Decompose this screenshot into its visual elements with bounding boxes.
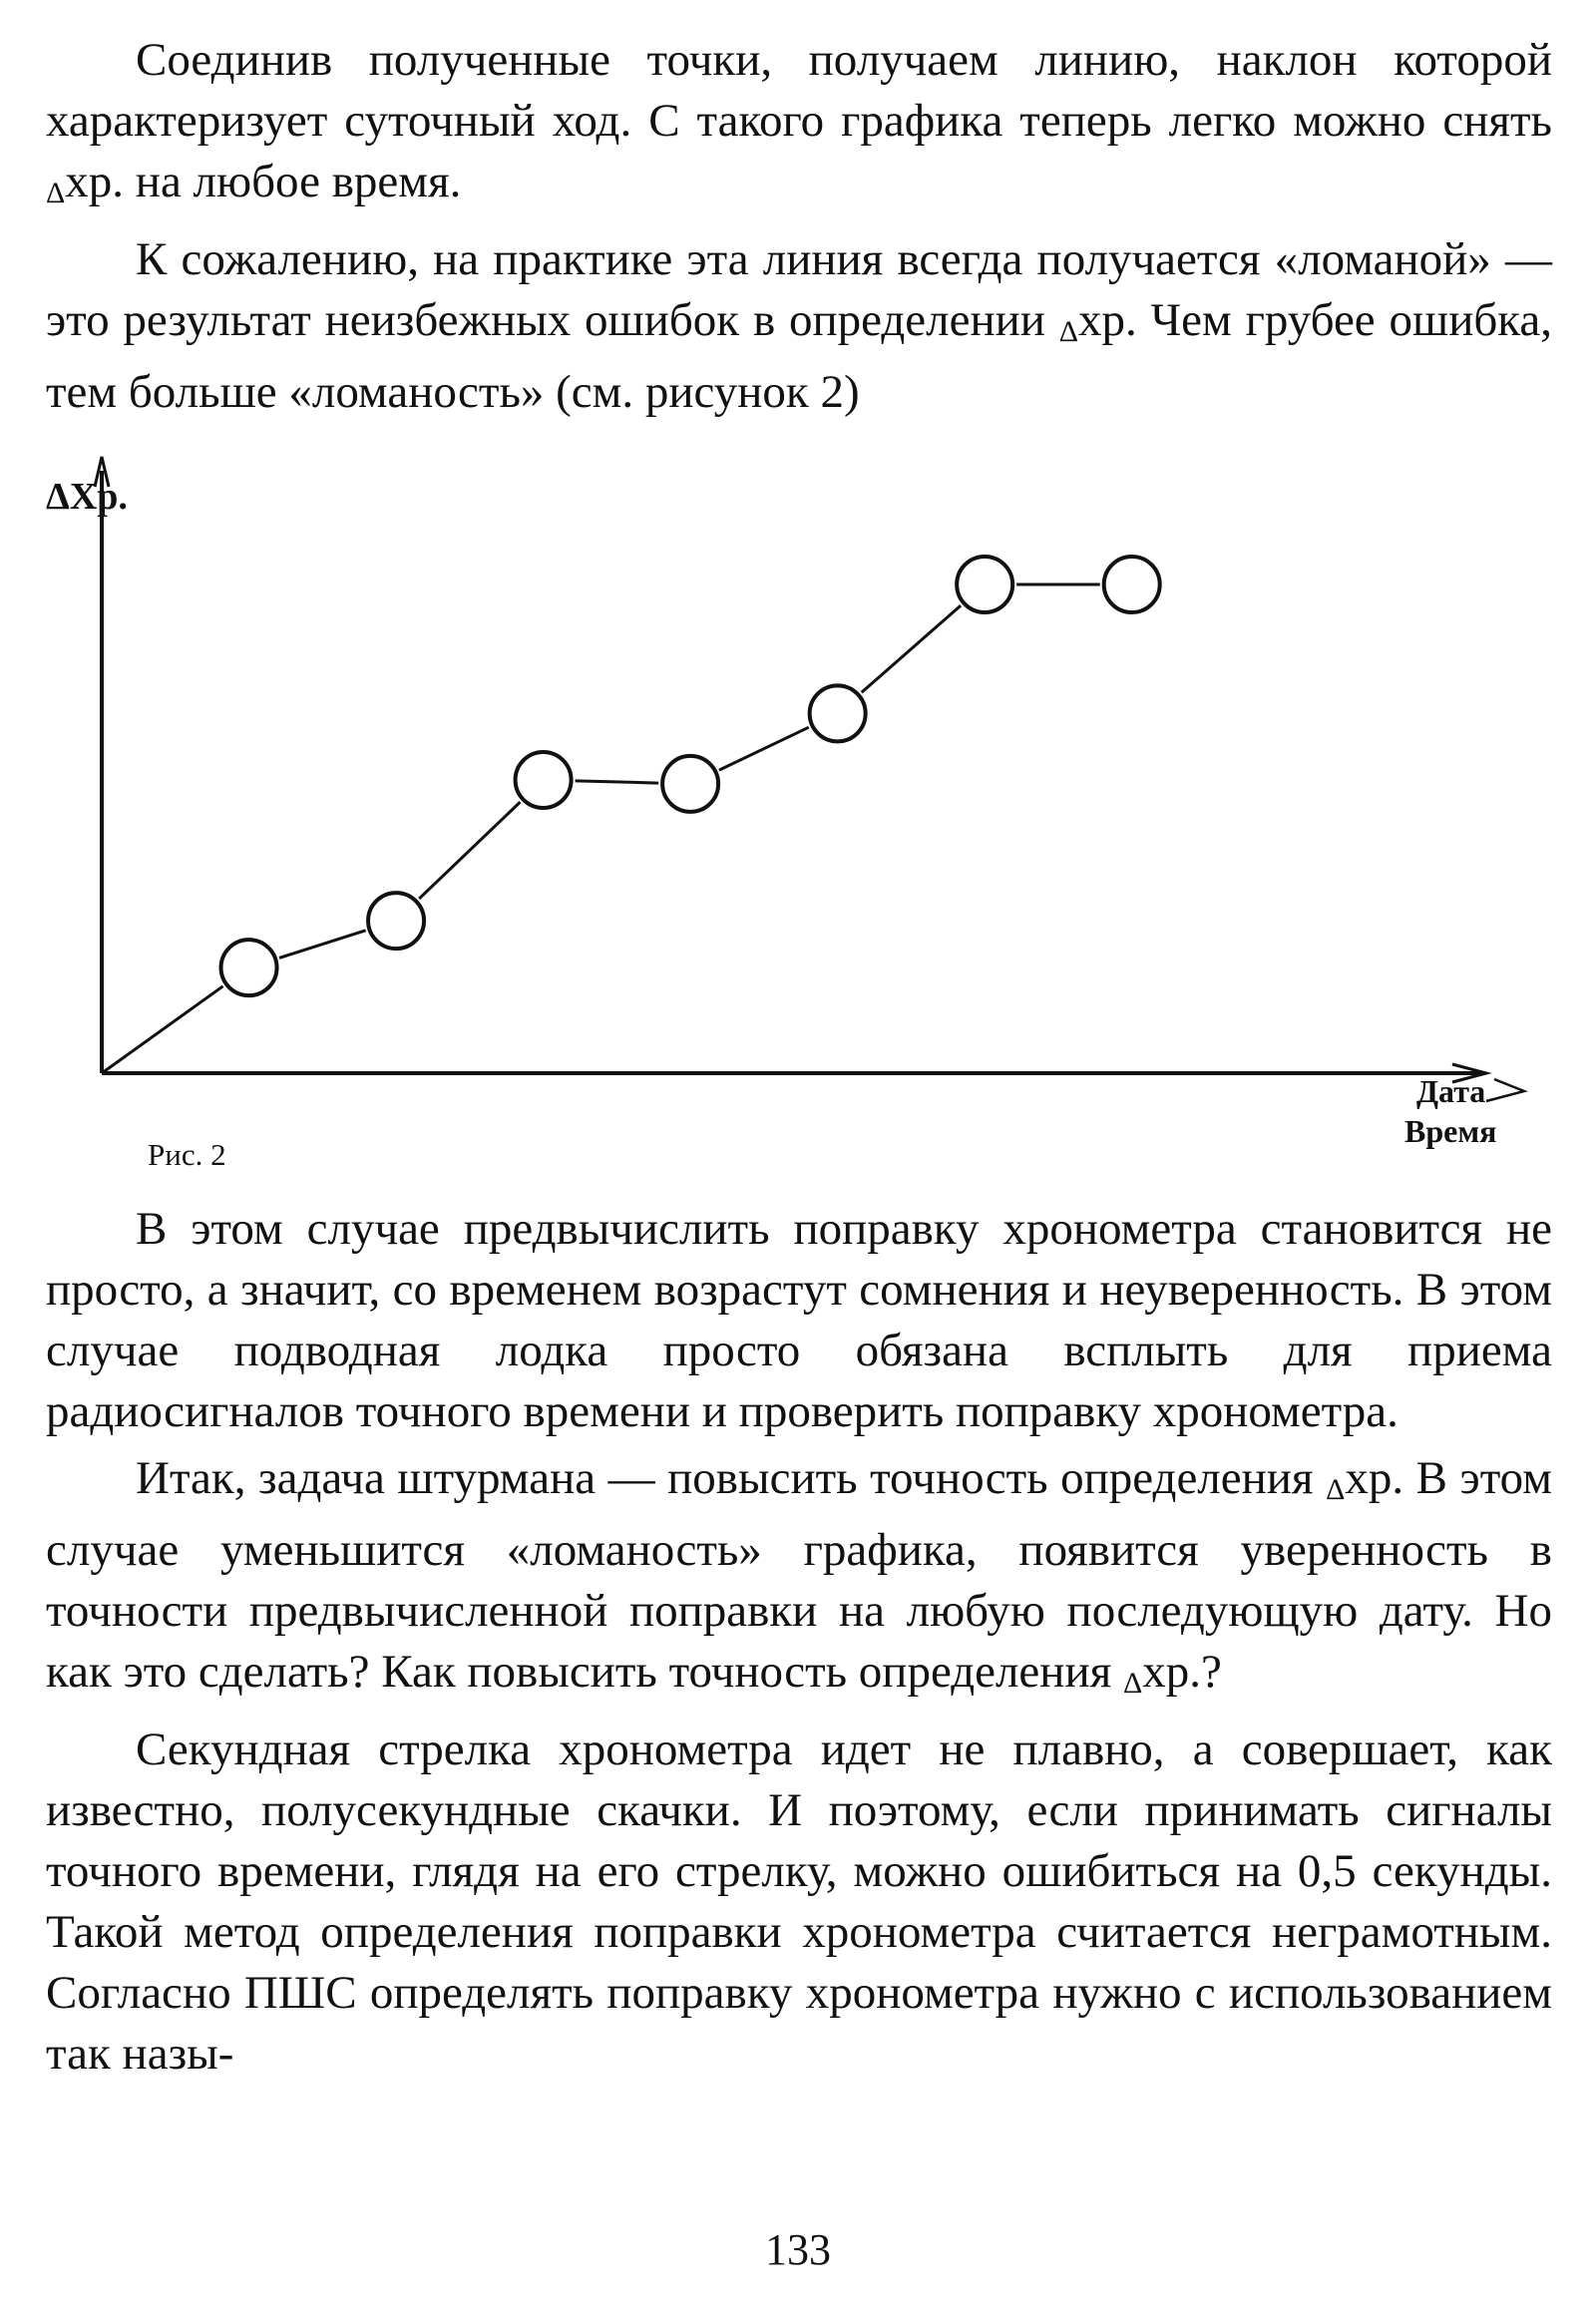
data-point <box>1104 557 1160 612</box>
figure-caption: Рис. 2 <box>148 1137 226 1172</box>
series-line-segment <box>102 986 223 1073</box>
series-line-segment <box>719 727 809 770</box>
chart-svg <box>46 447 1552 1185</box>
paragraph-text: Итак, задача штурмана — повысить точность определения <box>136 1452 1327 1504</box>
paragraph <box>46 30 1552 223</box>
paragraph <box>46 1720 1552 2085</box>
paragraph <box>46 1448 1552 1714</box>
text-block-top <box>46 30 1552 423</box>
delta-subscript: Δ <box>1326 1473 1346 1506</box>
data-point <box>221 940 277 995</box>
series-line-segment <box>862 605 961 692</box>
data-point <box>957 557 1012 612</box>
paragraph-text: хр. В этом случае уменьшится «ломаность» графика, появится уверенность в точности предвычисленной поправки на любую последующую дату. Но как это сделать? Как повысить точность определения <box>46 1452 1553 1698</box>
paragraph-text: хр.? <box>1142 1646 1222 1698</box>
series-line-segment <box>279 931 366 958</box>
data-point <box>810 685 866 741</box>
paragraph-text: Соединив полученные точки, получаем линию, наклон которой характеризует суточный ход. С такого графика теперь легко можно снять <box>46 34 1552 147</box>
data-point <box>662 756 718 812</box>
paragraph-text: К сожалению, на практике эта линия всегда получается «ломаной» — это результат неизбежных ошибок в определении <box>46 233 1552 346</box>
paragraph-text: Секундная стрелка хронометра идет не плавно, а совершает, как известно, полусекундные скачки. И поэтому, если принимать сигналы точного времени, глядя на его стрелку, можно ошибиться на 0,5 секунды. Такой метод определения поправки хронометра считается неграмотным. Согласно ПШС определять поправку хронометра нужно с использованием так назы- <box>46 1724 1552 2080</box>
y-axis-label: ΔХр. <box>46 476 128 518</box>
text-block-bottom <box>46 1199 1552 2085</box>
paragraph-text: хр. на любое время. <box>65 156 462 207</box>
page-number: 133 <box>765 2225 831 2274</box>
x-axis-arrow-lower <box>1486 1079 1524 1101</box>
data-point <box>368 893 424 949</box>
delta-subscript: Δ <box>46 177 66 209</box>
page-content <box>46 30 1552 2085</box>
paragraph <box>46 229 1552 423</box>
paragraph-text: В этом случае предвычислить поправку хронометра становится не просто, а значит, со временем возрастут сомнения и неуверенность. В этом случае подводная лодка просто обязана всплыть для приема радиосигналов точного времени и проверить поправку хронометра. <box>46 1203 1552 1437</box>
data-point <box>516 752 572 808</box>
x-axis-label-date: Дата <box>1416 1073 1486 1109</box>
figure-2 <box>46 447 1552 1185</box>
series-line-segment <box>576 781 659 783</box>
paragraph <box>46 1199 1552 1442</box>
delta-subscript: Δ <box>1122 1667 1143 1700</box>
series-line-segment <box>419 802 520 899</box>
paragraph-text: хр. Чем грубее ошибка, тем больше «ломаность» (см. рисунок 2) <box>46 294 1552 418</box>
delta-subscript: Δ <box>1058 315 1079 348</box>
x-axis-label-time: Время <box>1404 1113 1497 1149</box>
